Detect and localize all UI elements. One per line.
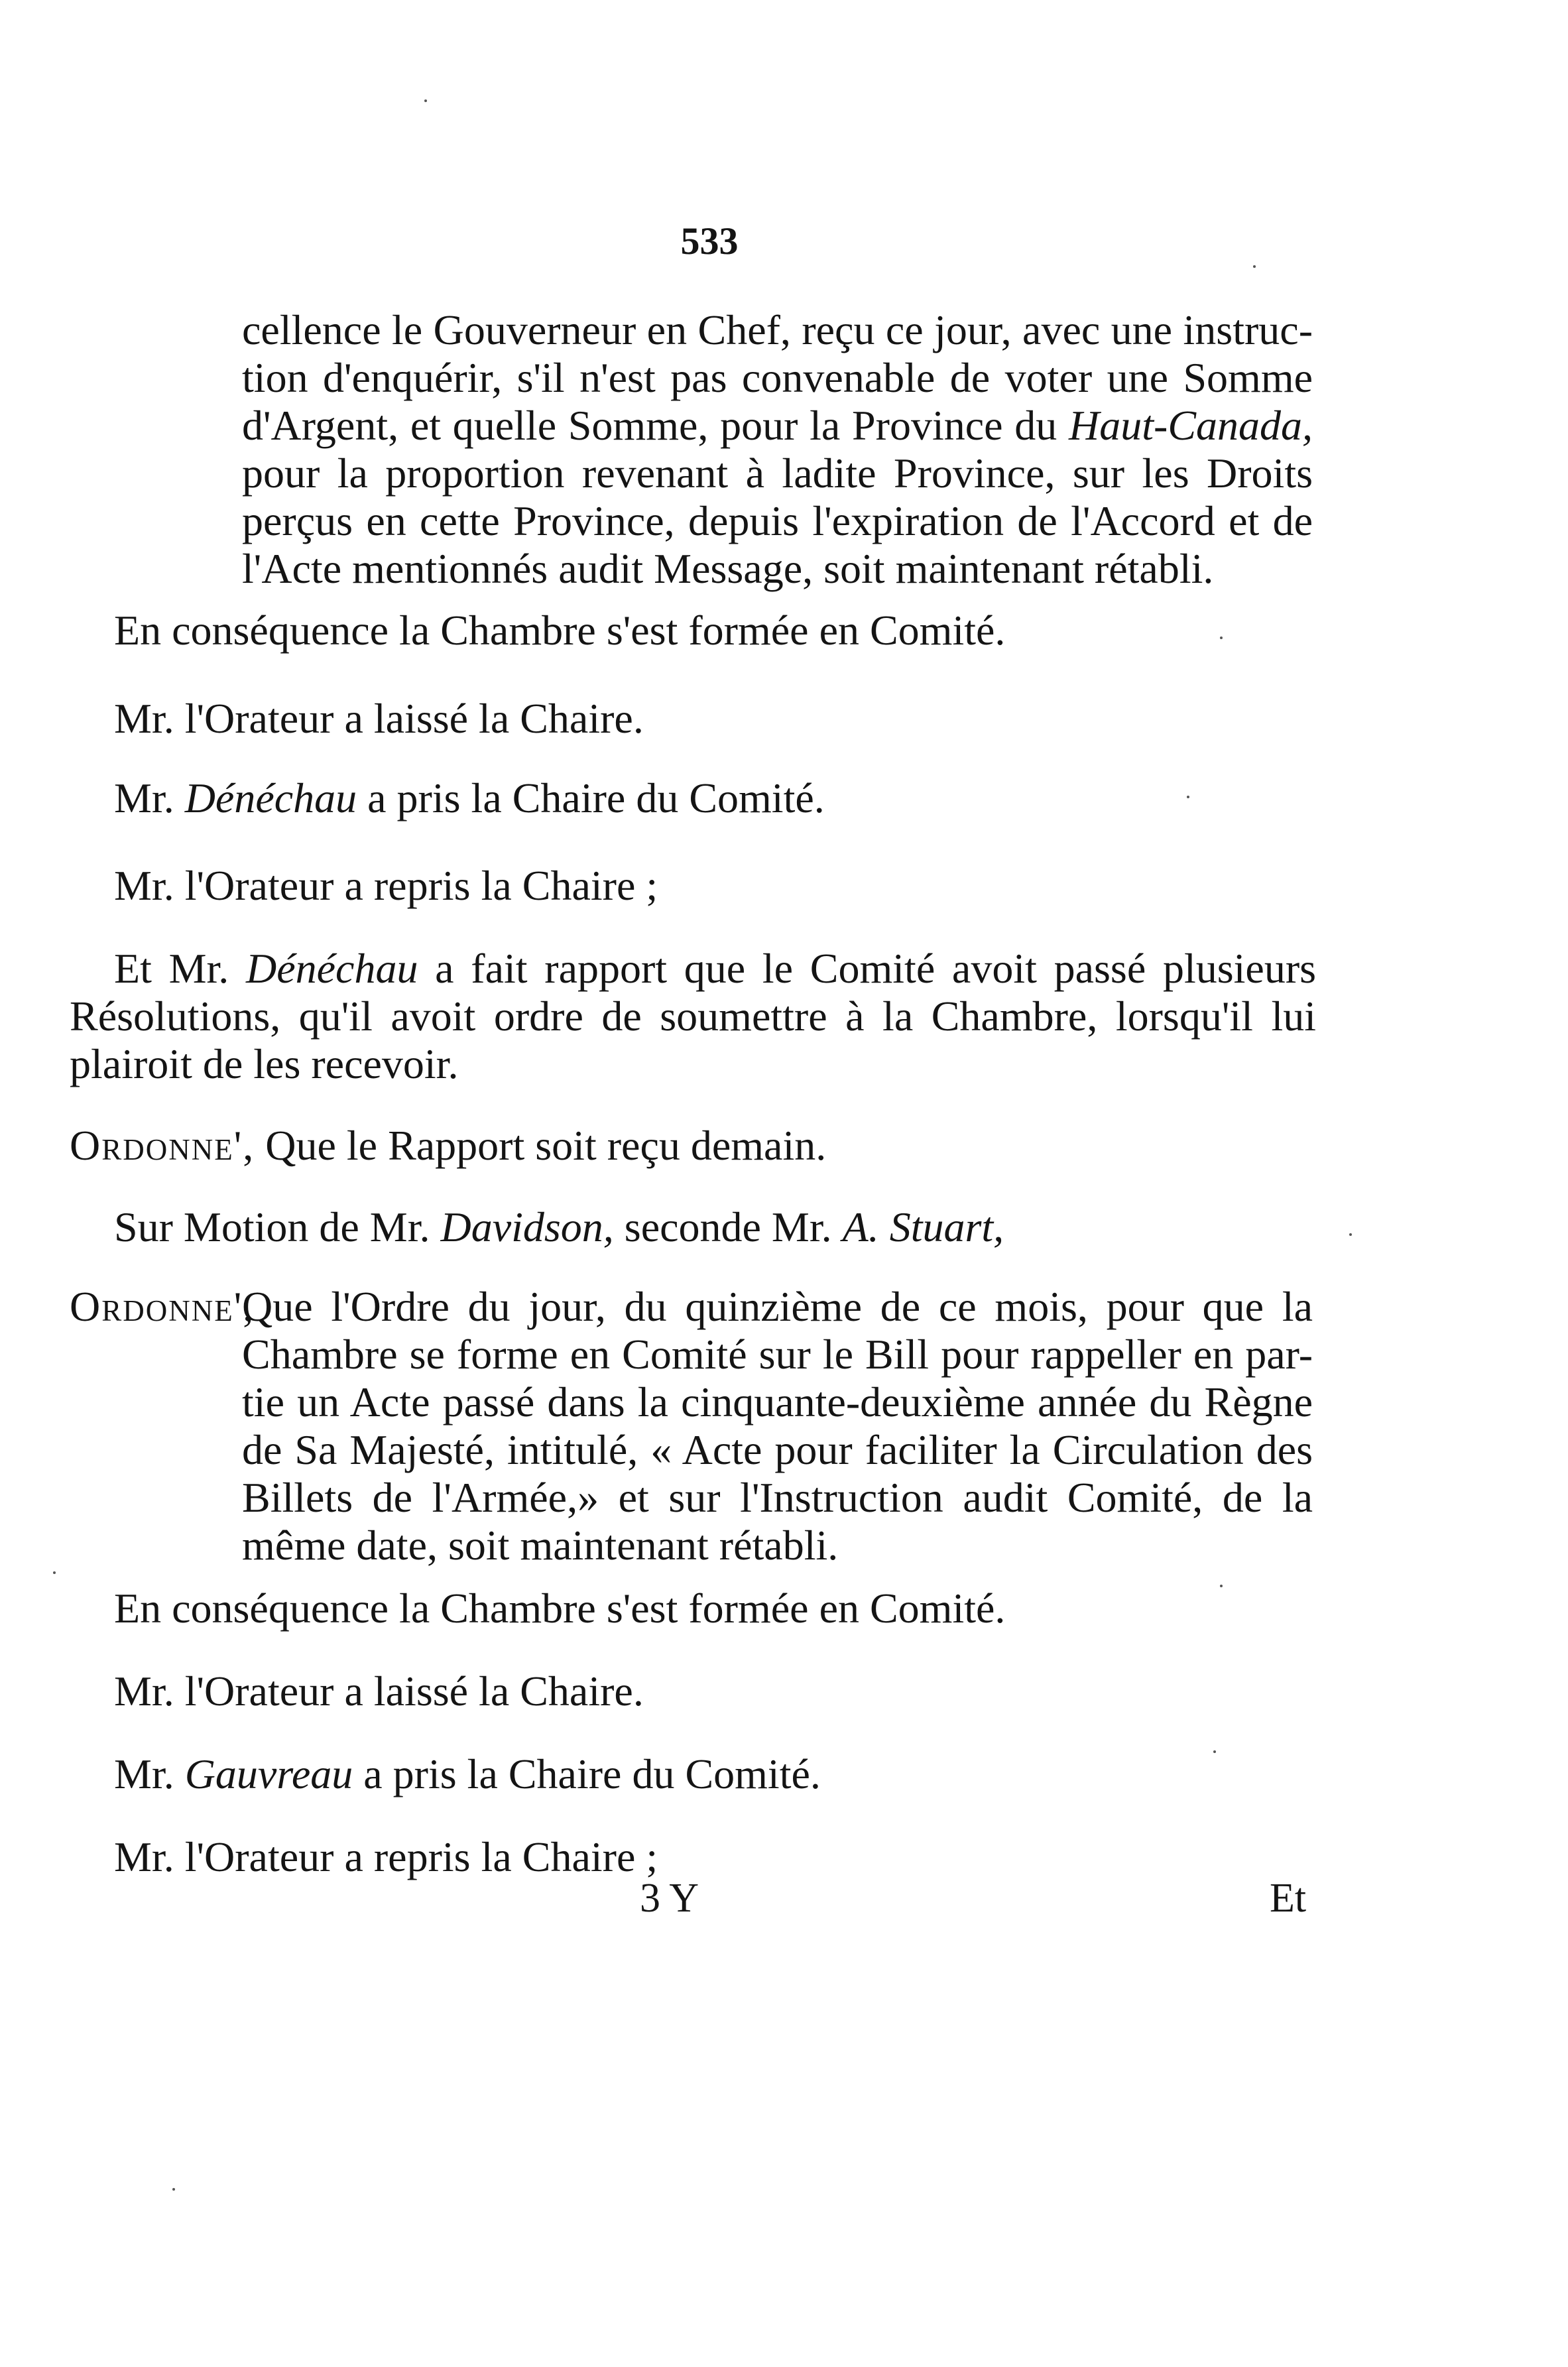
paper-speck (1253, 265, 1256, 268)
committee-formed-1: En conséquence la Chambre s'est formée en Comité. (114, 607, 1006, 654)
committee-chair-2-name: Gauvreau (184, 1750, 353, 1797)
ordonne-2-label-text: Ordonne', (70, 1283, 255, 1330)
opening-paragraph (242, 306, 1313, 593)
paper-speck (1187, 796, 1189, 798)
committee-chair-1-name: Dénéchau (184, 774, 357, 821)
speaker-resumed-chair-1: Mr. l'Orateur a repris la Chaire ; (114, 862, 658, 909)
report-line-3: plairoit de les recevoir. (70, 1040, 459, 1087)
committee-chair-2-suffix: a pris la Chaire du Comité. (363, 1750, 821, 1797)
report-line-1 (70, 945, 1316, 993)
motion-line (114, 1203, 1004, 1251)
committee-chair-1-prefix: Mr. (114, 774, 174, 821)
opening-line-3-text: d'Argent, et quelle Somme, pour la Province du (242, 402, 1069, 449)
opening-line-3 (242, 402, 1313, 450)
ordonne-2-line-3: tie un Acte passé dans la cinquante-deuxième année du Règne (242, 1378, 1313, 1426)
page-number: 533 (680, 219, 739, 263)
ordonne-2-label (70, 1283, 255, 1331)
committee-chair-2-prefix: Mr. (114, 1750, 174, 1797)
paper-speck (1220, 1585, 1223, 1587)
committee-chair-1 (114, 774, 825, 822)
signature-mark: 3 Y (640, 1876, 699, 1921)
speaker-resumed-chair-2: Mr. l'Orateur a repris la Chaire ; (114, 1833, 658, 1880)
committee-chair-2 (114, 1750, 821, 1798)
opening-line-2: tion d'enquérir, s'il n'est pas convenable de voter une Somme (242, 354, 1313, 401)
catchword: Et (1270, 1876, 1307, 1921)
ordonne-1-text: Que le Rapport soit reçu demain. (265, 1122, 827, 1169)
report-line-2: Résolutions, qu'il avoit ordre de soumettre à la Chambre, lorsqu'il lui (70, 993, 1316, 1040)
opening-line-1: cellence le Gouverneur en Chef, reçu ce jour, avec une instruc- (242, 306, 1313, 353)
opening-line-5: perçus en cette Province, depuis l'expiration de l'Accord et de (242, 497, 1313, 544)
report-line-1-text: a fait rapport que le Comité avoit passé plusieurs (435, 945, 1317, 992)
motion-prefix: Sur Motion de Mr. (114, 1203, 430, 1250)
speaker-left-chair-1: Mr. l'Orateur a laissé la Chaire. (114, 695, 644, 742)
paper-speck (1220, 637, 1223, 639)
paper-speck (53, 1571, 56, 1574)
committee-formed-2: En conséquence la Chambre s'est formée en Comité. (114, 1585, 1006, 1632)
ordonne-2-line-4: de Sa Majesté, intitulé, « Acte pour faciliter la Circulation des (242, 1426, 1313, 1473)
paper-speck (1349, 1233, 1352, 1236)
motion-name-2: A. Stuart, (842, 1203, 1004, 1250)
motion-name-1: Davidson, (440, 1203, 614, 1250)
speaker-left-chair-2: Mr. l'Orateur a laissé la Chaire. (114, 1668, 644, 1715)
report-name: Dénéchau (246, 945, 418, 992)
committee-report (70, 945, 1316, 1088)
paper-speck (172, 2188, 175, 2191)
motion-mid: seconde Mr. (624, 1203, 832, 1250)
ordonne-1-label: Ordonne', (70, 1122, 255, 1169)
opening-line-4: pour la proportion revenant à ladite Province, sur les Droits (242, 450, 1313, 497)
ordonne-1 (70, 1122, 826, 1170)
opening-line-6: l'Acte mentionnés audit Message, soit maintenant rétabli. (242, 545, 1214, 592)
haut-canada: Haut-Canada, (1069, 402, 1313, 449)
ordonne-2-body (242, 1283, 1313, 1569)
paper-speck (424, 99, 427, 102)
ordonne-2-line-5: Billets de l'Armée,» et sur l'Instruction audit Comité, de la (242, 1474, 1313, 1521)
report-prefix: Et Mr. (114, 945, 229, 992)
ordonne-2-line-6: même date, soit maintenant rétabli. (242, 1522, 839, 1569)
committee-chair-1-suffix: a pris la Chaire du Comité. (367, 774, 825, 821)
ordonne-2-line-2: Chambre se forme en Comité sur le Bill pour rappeller en par- (242, 1331, 1313, 1378)
paper-speck (1213, 1750, 1216, 1753)
ordonne-2-line-1: Que l'Ordre du jour, du quinzième de ce mois, pour que la (242, 1283, 1313, 1330)
